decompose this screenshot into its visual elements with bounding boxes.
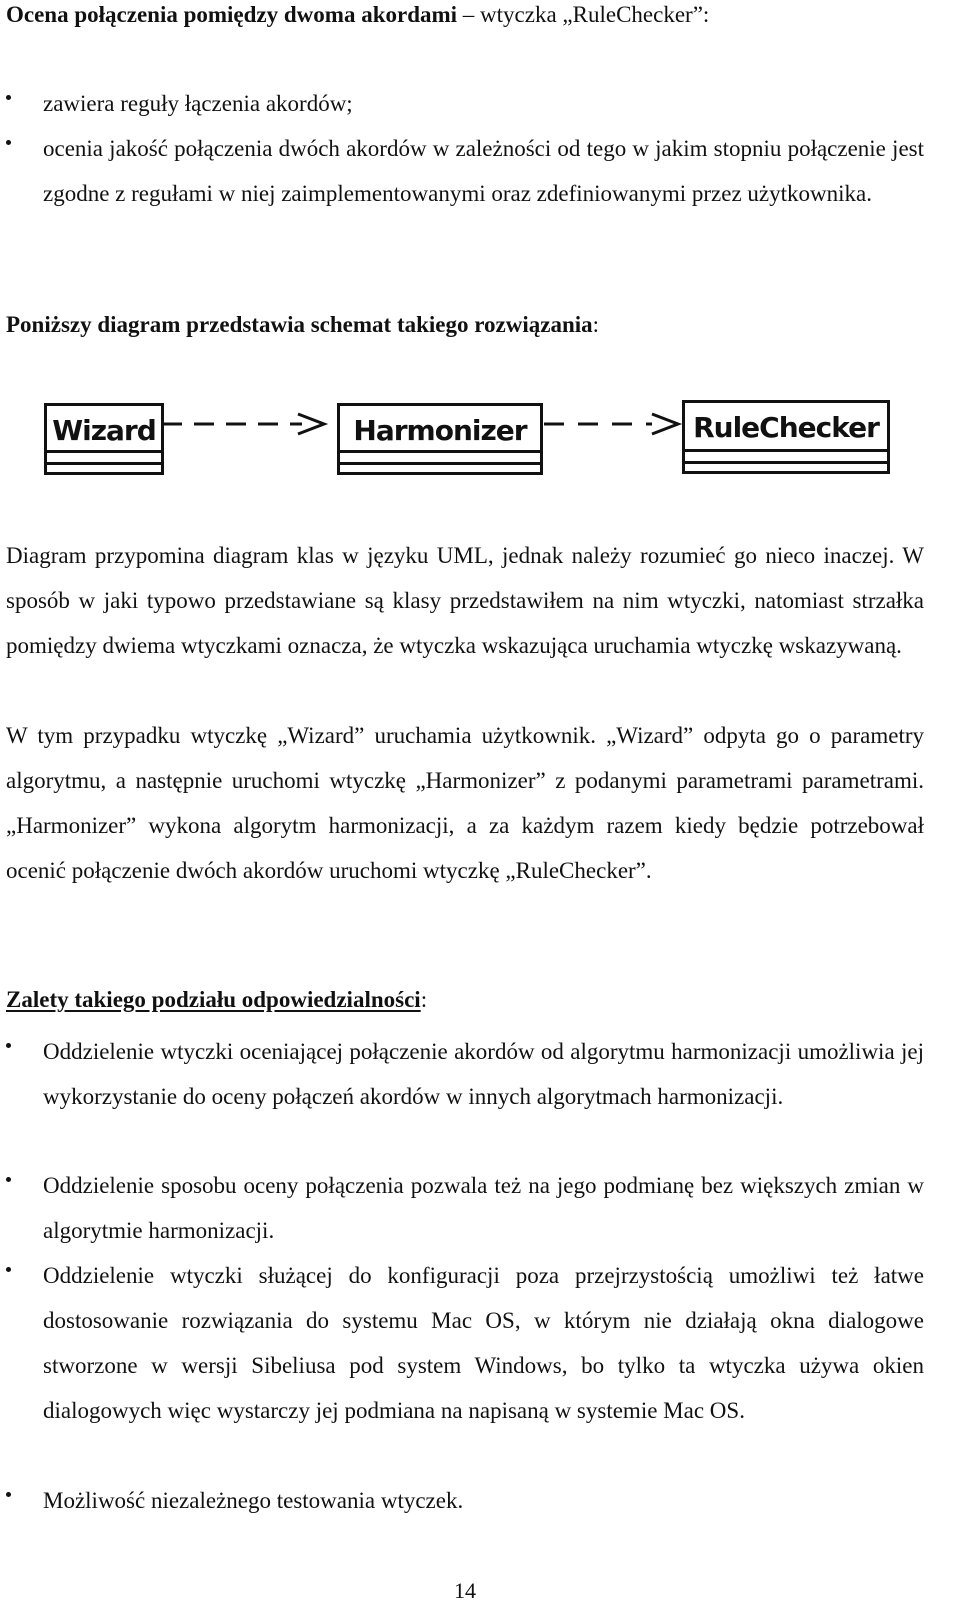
paragraph: W tym przypadku wtyczkę „Wizard” uruchamia użytkownik. „Wizard” odpyta go o parametry algorytmu, a następnie uruchomi wtyczkę „Harmonizer” z podanymi parametrami parametrami. „Harmonizer” wykona algorytm harmonizacji, a za każdym razem kiedy będzie potrzebował ocenić połączenie dwóch akordów uruchomi wtyczkę „RuleChecker”. [6,723,924,883]
diagram-intro [6,310,599,340]
section-heading [6,0,709,30]
bullet-icon [6,1492,11,1497]
uml-divider [47,450,161,453]
diagram-intro-bold: Poniższy diagram przedstawia schemat takiego rozwiązania [6,312,593,337]
list-item-text: Możliwość niezależnego testowania wtyczek. [43,1488,464,1513]
advantages-heading-bold: Zalety takiego podziału odpowiedzialności [6,987,421,1012]
bullet-icon [6,95,11,100]
heading-bold: Ocena połączenia pomiędzy dwoma akordami [6,2,458,27]
uml-class-box [682,400,890,474]
uml-divider [340,462,540,465]
uml-divider [340,450,540,453]
list-item-text: zawiera reguły łączenia akordów; [43,91,353,116]
uml-class-name: RuleChecker [693,411,879,444]
bullet-icon [6,140,11,145]
diagram-intro-normal: : [592,312,600,337]
uml-class-box [337,403,543,475]
arrow-head-icon [652,414,678,434]
uml-class-name: Harmonizer [353,414,527,447]
advantages-heading [6,985,427,1015]
list-item-text: Oddzielenie sposobu oceny połączenia pozwala też na jego podmianę bez większych zmian w algorytmie harmonizacji. [43,1173,924,1243]
uml-class-box [44,403,164,475]
advantages-heading-normal: : [420,987,428,1012]
paragraph: Diagram przypomina diagram klas w języku UML, jednak należy rozumieć go nieco inaczej. W sposób w jaki typowo przedstawiane są klasy przedstawiłem na nim wtyczki, natomiast strzałka pomiędzy dwiema wtyczkami oznacza, że wtyczka wskazująca uruchamia wtyczkę wskazywaną. [6,543,924,658]
list-item-text: Oddzielenie wtyczki oceniającej połączenie akordów od algorytmu harmonizacji umożliwia jej wykorzystanie do oceny połączeń akordów w innych algorytmach harmonizacji. [43,1039,924,1109]
page-number: 14 [454,1578,476,1603]
uml-divider [685,461,887,464]
bullet-icon [6,1267,11,1272]
uml-divider [47,462,161,465]
bullet-icon [6,1043,11,1048]
bullet-icon [6,1177,11,1182]
uml-divider [685,449,887,452]
list-item-text: ocenia jakość połączenia dwóch akordów w zależności od tego w jakim stopniu połączenie jest zgodne z regułami w niej zaimplementowanymi oraz zdefiniowanymi przez użytkownika. [43,136,924,206]
heading-normal: – wtyczka „RuleChecker”: [457,2,710,27]
list-item-text: Oddzielenie wtyczki służącej do konfiguracji poza przejrzystością umożliwi też łatwe dostosowanie rozwiązania do systemu Mac OS, w którym nie działają okna dialogowe stworzone w wersji Sibeliusa pod system Windows, bo tylko ta wtyczka używa okien dialogowych więc wystarczy jej podmiana na napisaną w systemie Mac OS. [43,1263,924,1423]
uml-diagram [40,398,896,478]
uml-class-name: Wizard [52,414,156,447]
